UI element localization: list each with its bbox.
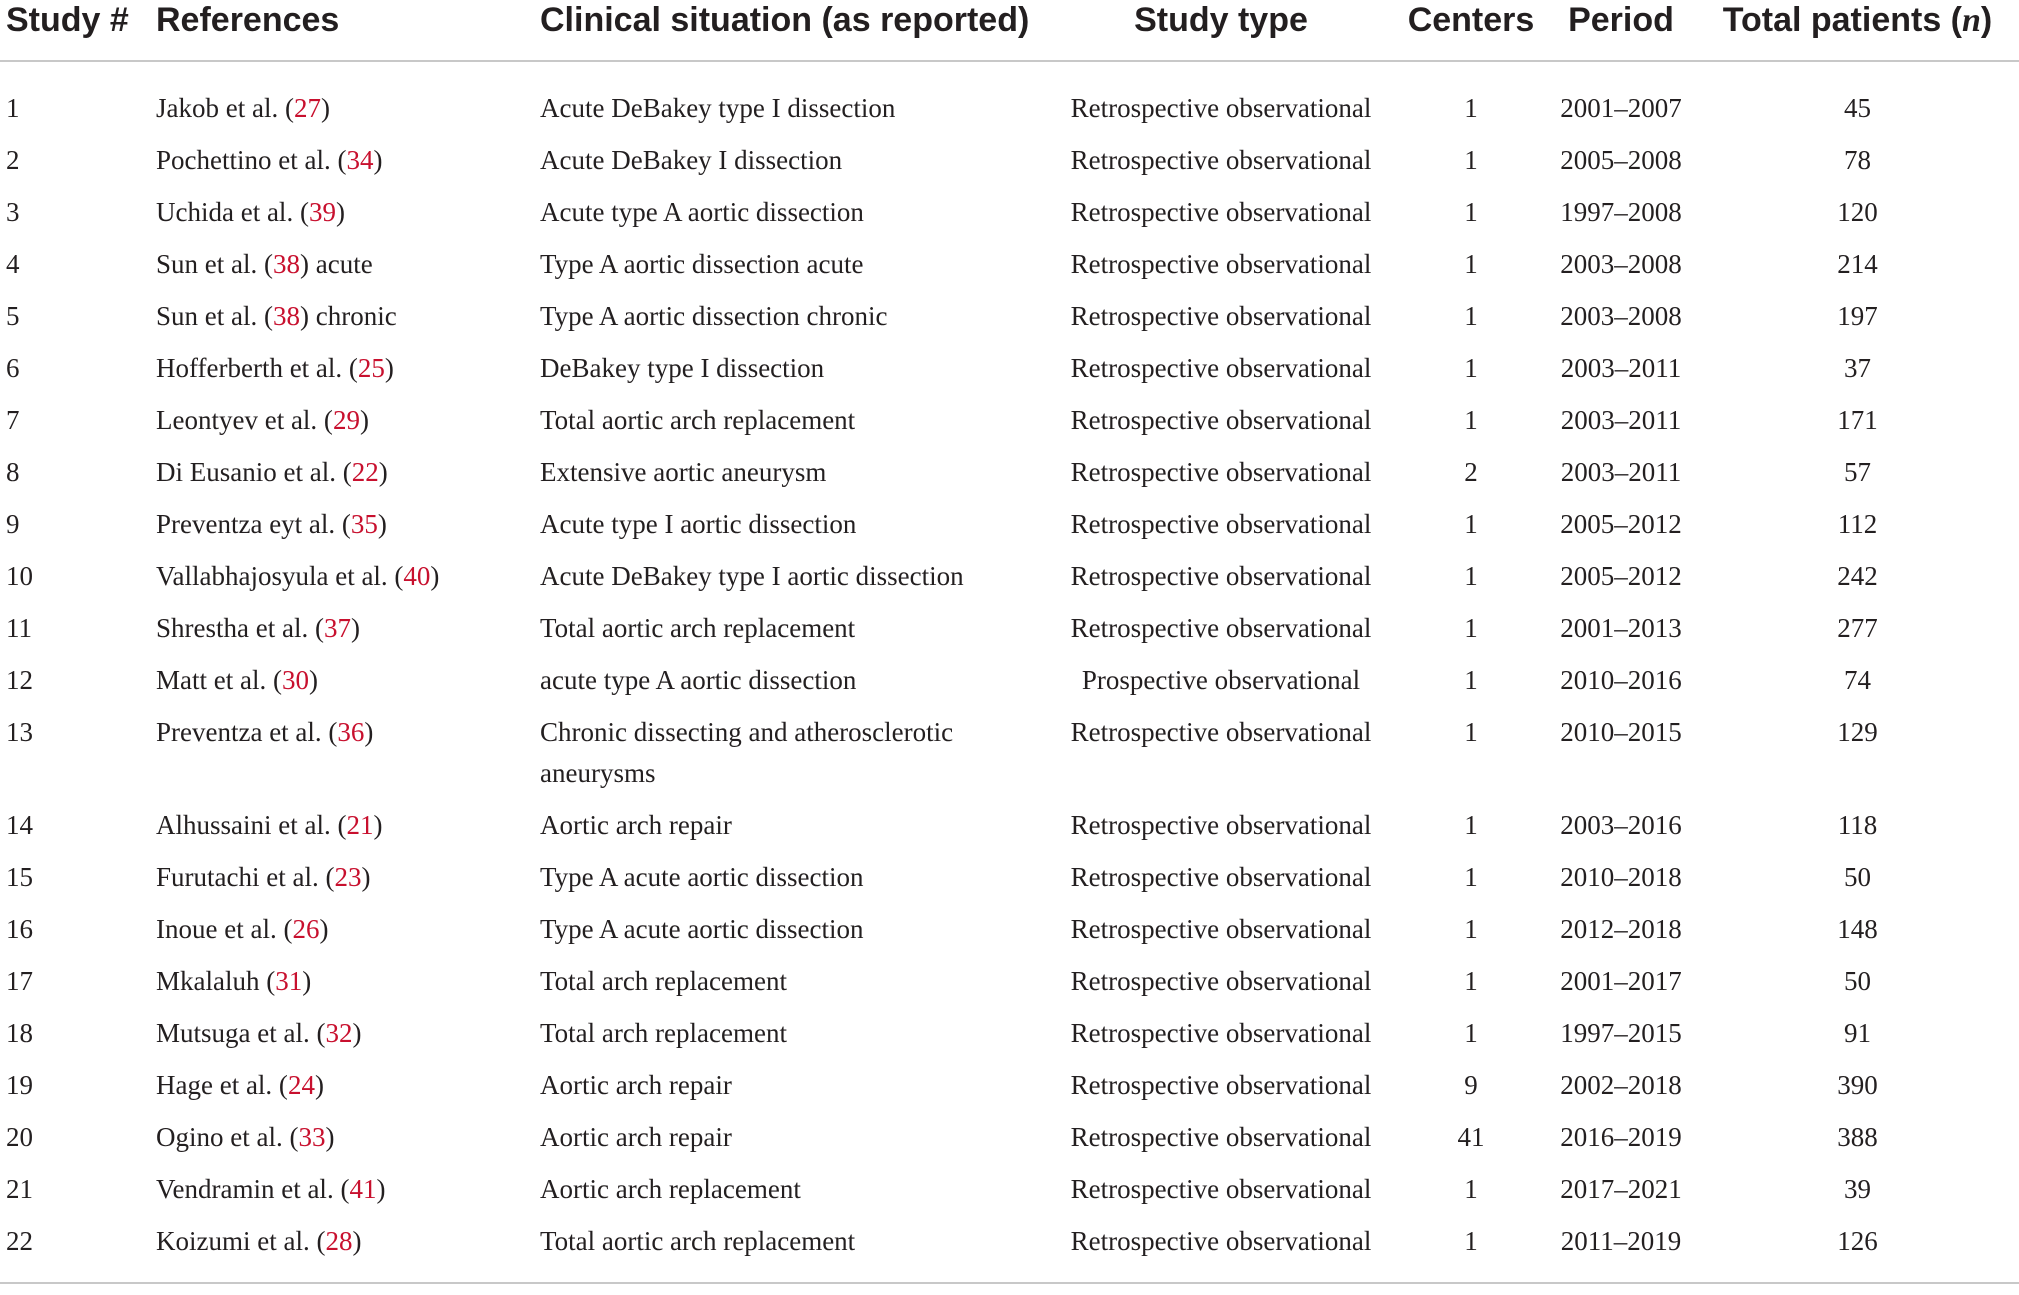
period-cell: 2003–2008	[1560, 301, 1682, 331]
clinical-situation-cell: Extensive aortic aneurysm	[540, 457, 827, 487]
total-patients-cell: 277	[1837, 613, 1878, 643]
study-type-cell: Retrospective observational	[1070, 613, 1372, 643]
clinical-situation-cell: Type A aortic dissection acute	[540, 249, 864, 279]
reference-author: Vendramin et al. (	[156, 1174, 350, 1204]
study-type-cell: Retrospective observational	[1070, 353, 1372, 383]
reference-suffix: )	[377, 509, 387, 539]
reference-cell	[150, 244, 534, 296]
centers-cell: 1	[1464, 1174, 1478, 1204]
study-type-cell: Retrospective observational	[1070, 457, 1372, 487]
reference-cell	[150, 909, 534, 961]
reference-author: Furutachi et al. (	[156, 862, 335, 892]
table-row	[0, 712, 2019, 805]
citation-link[interactable]: 35	[350, 509, 378, 539]
table-row	[0, 660, 2019, 712]
period-cell: 2005–2012	[1560, 509, 1682, 539]
period-cell: 2012–2018	[1560, 914, 1682, 944]
clinical-situation-cell: Total aortic arch replacement	[540, 613, 856, 643]
centers-cell: 1	[1464, 810, 1478, 840]
reference-author: Sun et al. (	[156, 301, 273, 331]
centers-cell: 1	[1464, 93, 1478, 123]
total-patients-cell: 126	[1837, 1226, 1878, 1256]
reference-suffix: )	[335, 197, 345, 227]
clinical-situation-cell: Acute type I aortic dissection	[540, 509, 857, 539]
citation-link[interactable]: 26	[292, 914, 320, 944]
study-number-cell: 9	[6, 509, 20, 539]
study-type-cell: Retrospective observational	[1070, 1226, 1372, 1256]
reference-author: Preventza et al. (	[156, 717, 338, 747]
period-cell: 2003–2011	[1560, 405, 1682, 435]
period-cell: 2002–2018	[1560, 1070, 1682, 1100]
citation-link[interactable]: 33	[298, 1122, 326, 1152]
period-cell: 2010–2016	[1560, 665, 1682, 695]
centers-cell: 2	[1464, 457, 1478, 487]
study-number-cell: 13	[6, 717, 33, 747]
study-type-cell: Retrospective observational	[1070, 93, 1372, 123]
centers-cell: 9	[1464, 1070, 1478, 1100]
centers-cell: 1	[1464, 862, 1478, 892]
study-number-cell: 11	[6, 613, 32, 643]
reference-author: Ogino et al. (	[156, 1122, 299, 1152]
total-patients-cell: 214	[1837, 249, 1878, 279]
table-row	[0, 452, 2019, 504]
period-cell: 2011–2019	[1560, 1226, 1682, 1256]
study-type-cell: Retrospective observational	[1070, 197, 1372, 227]
header-references: References	[150, 0, 534, 61]
clinical-situation-cell: Type A aortic dissection chronic	[540, 301, 888, 331]
header-total-suffix: )	[1980, 1, 1993, 39]
clinical-situation-cell: DeBakey type I dissection	[540, 353, 825, 383]
reference-cell	[150, 1169, 534, 1221]
citation-link[interactable]: 31	[275, 966, 303, 996]
reference-author: Sun et al. (	[156, 249, 273, 279]
period-cell: 2003–2008	[1560, 249, 1682, 279]
citation-link[interactable]: 36	[337, 717, 365, 747]
reference-suffix: )	[352, 1018, 362, 1048]
reference-author: Pochettino et al. (	[156, 145, 347, 175]
period-cell: 2016–2019	[1560, 1122, 1682, 1152]
total-patients-cell: 78	[1844, 145, 1871, 175]
centers-cell: 1	[1464, 561, 1478, 591]
reference-suffix: )	[350, 613, 360, 643]
header-total-n: n	[1962, 2, 1981, 39]
total-patients-cell: 57	[1844, 457, 1871, 487]
centers-cell: 41	[1457, 1122, 1485, 1152]
total-patients-cell: 112	[1837, 509, 1878, 539]
table-row	[0, 805, 2019, 857]
study-number-cell: 6	[6, 353, 20, 383]
total-patients-cell: 388	[1837, 1122, 1878, 1152]
reference-author: Matt et al. (	[156, 665, 282, 695]
reference-cell	[150, 140, 534, 192]
period-cell: 2003–2016	[1560, 810, 1682, 840]
reference-suffix: )	[319, 914, 329, 944]
total-patients-cell: 91	[1844, 1018, 1871, 1048]
reference-cell	[150, 660, 534, 712]
study-type-cell: Retrospective observational	[1070, 1174, 1372, 1204]
citation-link[interactable]: 21	[346, 810, 374, 840]
period-cell: 2005–2012	[1560, 561, 1682, 591]
reference-cell	[150, 192, 534, 244]
reference-author: Mutsuga et al. (	[156, 1018, 326, 1048]
study-number-cell: 19	[6, 1070, 33, 1100]
period-cell: 2010–2015	[1560, 717, 1682, 747]
centers-cell: 1	[1464, 966, 1478, 996]
period-cell: 2001–2013	[1560, 613, 1682, 643]
study-number-cell: 15	[6, 862, 33, 892]
centers-cell: 1	[1464, 249, 1478, 279]
centers-cell: 1	[1464, 145, 1478, 175]
table-row	[0, 608, 2019, 660]
table-row	[0, 400, 2019, 452]
citation-link[interactable]: 24	[287, 1070, 315, 1100]
citation-link[interactable]: 34	[346, 145, 374, 175]
total-patients-cell: 50	[1844, 862, 1871, 892]
period-cell: 1997–2008	[1560, 197, 1682, 227]
clinical-situation-cell: Acute DeBakey I dissection	[540, 145, 843, 175]
centers-cell: 1	[1464, 717, 1478, 747]
reference-author: Hofferberth et al. (	[156, 353, 358, 383]
citation-link[interactable]: 39	[308, 197, 336, 227]
study-number-cell: 20	[6, 1122, 33, 1152]
reference-cell	[150, 857, 534, 909]
study-number-cell: 5	[6, 301, 20, 331]
citation-link[interactable]: 29	[332, 405, 360, 435]
clinical-situation-cell: Total arch replacement	[540, 966, 787, 996]
citation-link[interactable]: 38	[272, 301, 300, 331]
study-type-cell: Retrospective observational	[1070, 249, 1372, 279]
study-type-cell: Retrospective observational	[1070, 1018, 1372, 1048]
centers-cell: 1	[1464, 665, 1478, 695]
reference-cell	[150, 400, 534, 452]
clinical-situation-cell: Acute DeBakey type I dissection	[540, 93, 896, 123]
total-patients-cell: 118	[1837, 810, 1878, 840]
reference-cell	[150, 348, 534, 400]
total-patients-cell: 50	[1844, 966, 1871, 996]
reference-suffix: )	[361, 862, 371, 892]
reference-suffix: )	[364, 717, 374, 747]
header-total-patients	[1696, 0, 2019, 61]
clinical-situation-cell: Total aortic arch replacement	[540, 405, 856, 435]
total-patients-cell: 39	[1844, 1174, 1871, 1204]
reference-suffix: )	[373, 810, 383, 840]
table-row	[0, 348, 2019, 400]
study-type-cell: Prospective observational	[1081, 665, 1361, 695]
clinical-situation-cell: Aortic arch repair	[540, 1122, 732, 1152]
table-header-row	[0, 0, 2019, 61]
study-type-cell: Retrospective observational	[1070, 301, 1372, 331]
clinical-situation-cell: Chronic dissecting and atherosclerotic aneurysms	[540, 717, 954, 788]
total-patients-cell: 120	[1837, 197, 1878, 227]
reference-cell	[150, 1065, 534, 1117]
reference-cell	[150, 961, 534, 1013]
table-row	[0, 504, 2019, 556]
total-patients-cell: 148	[1837, 914, 1878, 944]
study-number-cell: 22	[6, 1226, 33, 1256]
header-study-type: Study type	[1046, 0, 1396, 61]
centers-cell: 1	[1464, 197, 1478, 227]
study-type-cell: Retrospective observational	[1070, 405, 1372, 435]
total-patients-cell: 242	[1837, 561, 1878, 591]
citation-link[interactable]: 40	[403, 561, 431, 591]
clinical-situation-cell: Acute DeBakey type I aortic dissection	[540, 561, 964, 591]
reference-cell	[150, 296, 534, 348]
total-patients-cell: 74	[1844, 665, 1871, 695]
reference-cell	[150, 712, 534, 805]
table-row	[0, 244, 2019, 296]
period-cell: 2003–2011	[1560, 353, 1682, 383]
clinical-situation-cell: Aortic arch replacement	[540, 1174, 801, 1204]
study-type-cell: Retrospective observational	[1070, 561, 1372, 591]
study-type-cell: Retrospective observational	[1070, 914, 1372, 944]
total-patients-cell: 45	[1844, 93, 1871, 123]
study-number-cell: 12	[6, 665, 33, 695]
study-number-cell: 4	[6, 249, 20, 279]
reference-author: Koizumi et al. (	[156, 1226, 326, 1256]
reference-author: Alhussaini et al. (	[156, 810, 347, 840]
clinical-situation-cell: Total arch replacement	[540, 1018, 787, 1048]
citation-link[interactable]: 23	[334, 862, 362, 892]
study-number-cell: 18	[6, 1018, 33, 1048]
reference-author: Jakob et al. (	[156, 93, 294, 123]
study-number-cell: 10	[6, 561, 33, 591]
period-cell: 2003–2011	[1560, 457, 1682, 487]
reference-suffix: )	[320, 93, 330, 123]
citation-link[interactable]: 32	[325, 1018, 353, 1048]
reference-suffix: ) chronic	[299, 301, 397, 331]
centers-cell: 1	[1464, 509, 1478, 539]
reference-suffix: )	[359, 405, 369, 435]
total-patients-cell: 129	[1837, 717, 1878, 747]
citation-link[interactable]: 28	[325, 1226, 353, 1256]
reference-cell	[150, 452, 534, 504]
reference-cell	[150, 1117, 534, 1169]
study-number-cell: 8	[6, 457, 20, 487]
period-cell: 2005–2008	[1560, 145, 1682, 175]
period-cell: 2001–2017	[1560, 966, 1682, 996]
centers-cell: 1	[1464, 301, 1478, 331]
reference-suffix: )	[314, 1070, 324, 1100]
reference-cell	[150, 805, 534, 857]
reference-suffix: )	[302, 966, 312, 996]
study-type-cell: Retrospective observational	[1070, 509, 1372, 539]
reference-suffix: )	[325, 1122, 335, 1152]
table-row	[0, 140, 2019, 192]
study-type-cell: Retrospective observational	[1070, 717, 1372, 747]
reference-suffix: ) acute	[299, 249, 373, 279]
clinical-situation-cell: Type A acute aortic dissection	[540, 914, 864, 944]
study-number-cell: 3	[6, 197, 20, 227]
study-number-cell: 16	[6, 914, 33, 944]
table-row	[0, 556, 2019, 608]
reference-author: Inoue et al. (	[156, 914, 293, 944]
reference-suffix: )	[373, 145, 383, 175]
reference-author: Uchida et al. (	[156, 197, 309, 227]
table-row	[0, 1169, 2019, 1221]
centers-cell: 1	[1464, 1018, 1478, 1048]
citation-link[interactable]: 22	[351, 457, 379, 487]
study-number-cell: 17	[6, 966, 33, 996]
study-number-cell: 1	[6, 93, 20, 123]
reference-author: Leontyev et al. (	[156, 405, 333, 435]
table-row	[0, 1013, 2019, 1065]
table-row	[0, 857, 2019, 909]
clinical-situation-cell: Type A acute aortic dissection	[540, 862, 864, 892]
citation-link[interactable]: 41	[349, 1174, 377, 1204]
study-type-cell: Retrospective observational	[1070, 862, 1372, 892]
clinical-situation-cell: Acute type A aortic dissection	[540, 197, 864, 227]
study-type-cell: Retrospective observational	[1070, 1122, 1372, 1152]
header-period: Period	[1546, 0, 1696, 61]
study-number-cell: 14	[6, 810, 33, 840]
reference-cell	[150, 504, 534, 556]
citation-link[interactable]: 30	[281, 665, 309, 695]
study-number-cell: 7	[6, 405, 20, 435]
citation-link[interactable]: 38	[272, 249, 300, 279]
citation-link[interactable]: 37	[323, 613, 351, 643]
total-patients-cell: 197	[1837, 301, 1878, 331]
reference-suffix: )	[308, 665, 318, 695]
clinical-situation-cell: Aortic arch repair	[540, 810, 732, 840]
table-row	[0, 192, 2019, 244]
study-type-cell: Retrospective observational	[1070, 145, 1372, 175]
clinical-situation-cell: Total aortic arch replacement	[540, 1226, 856, 1256]
total-patients-cell: 37	[1844, 353, 1871, 383]
total-patients-cell: 390	[1837, 1070, 1878, 1100]
reference-suffix: )	[378, 457, 388, 487]
centers-cell: 1	[1464, 1226, 1478, 1256]
period-cell: 2017–2021	[1560, 1174, 1682, 1204]
reference-cell	[150, 1013, 534, 1065]
table-row	[0, 1117, 2019, 1169]
table-row	[0, 1065, 2019, 1117]
reference-suffix: )	[430, 561, 440, 591]
citation-link[interactable]: 27	[293, 93, 321, 123]
period-cell: 2010–2018	[1560, 862, 1682, 892]
centers-cell: 1	[1464, 405, 1478, 435]
table-body	[0, 61, 2019, 1295]
table-row	[0, 296, 2019, 348]
table-row	[0, 61, 2019, 140]
period-cell: 1997–2015	[1560, 1018, 1682, 1048]
centers-cell: 1	[1464, 914, 1478, 944]
table-row	[0, 909, 2019, 961]
centers-cell: 1	[1464, 353, 1478, 383]
clinical-situation-cell: acute type A aortic dissection	[540, 665, 857, 695]
centers-cell: 1	[1464, 613, 1478, 643]
reference-author: Di Eusanio et al. (	[156, 457, 352, 487]
table-bottom-rule	[0, 1282, 2019, 1284]
study-type-cell: Retrospective observational	[1070, 1070, 1372, 1100]
reference-suffix: )	[384, 353, 394, 383]
study-number-cell: 21	[6, 1174, 33, 1204]
total-patients-cell: 171	[1837, 405, 1878, 435]
reference-cell	[150, 556, 534, 608]
header-centers: Centers	[1396, 0, 1546, 61]
clinical-situation-cell: Aortic arch repair	[540, 1070, 732, 1100]
study-type-cell: Retrospective observational	[1070, 810, 1372, 840]
reference-cell	[150, 61, 534, 140]
reference-author: Shrestha et al. (	[156, 613, 324, 643]
citation-link[interactable]: 25	[357, 353, 385, 383]
header-clinical-situation: Clinical situation (as reported)	[534, 0, 1046, 61]
study-type-cell: Retrospective observational	[1070, 966, 1372, 996]
reference-cell	[150, 608, 534, 660]
header-total-prefix: Total patients (	[1722, 1, 1962, 39]
study-number-cell: 2	[6, 145, 20, 175]
reference-author: Preventza eyt al. (	[156, 509, 351, 539]
period-cell: 2001–2007	[1560, 93, 1682, 123]
header-study-number: Study #	[0, 0, 150, 61]
reference-author: Mkalaluh (	[156, 966, 276, 996]
reference-suffix: )	[376, 1174, 386, 1204]
reference-author: Vallabhajosyula et al. (	[156, 561, 404, 591]
table-row	[0, 961, 2019, 1013]
reference-suffix: )	[352, 1226, 362, 1256]
reference-author: Hage et al. (	[156, 1070, 288, 1100]
